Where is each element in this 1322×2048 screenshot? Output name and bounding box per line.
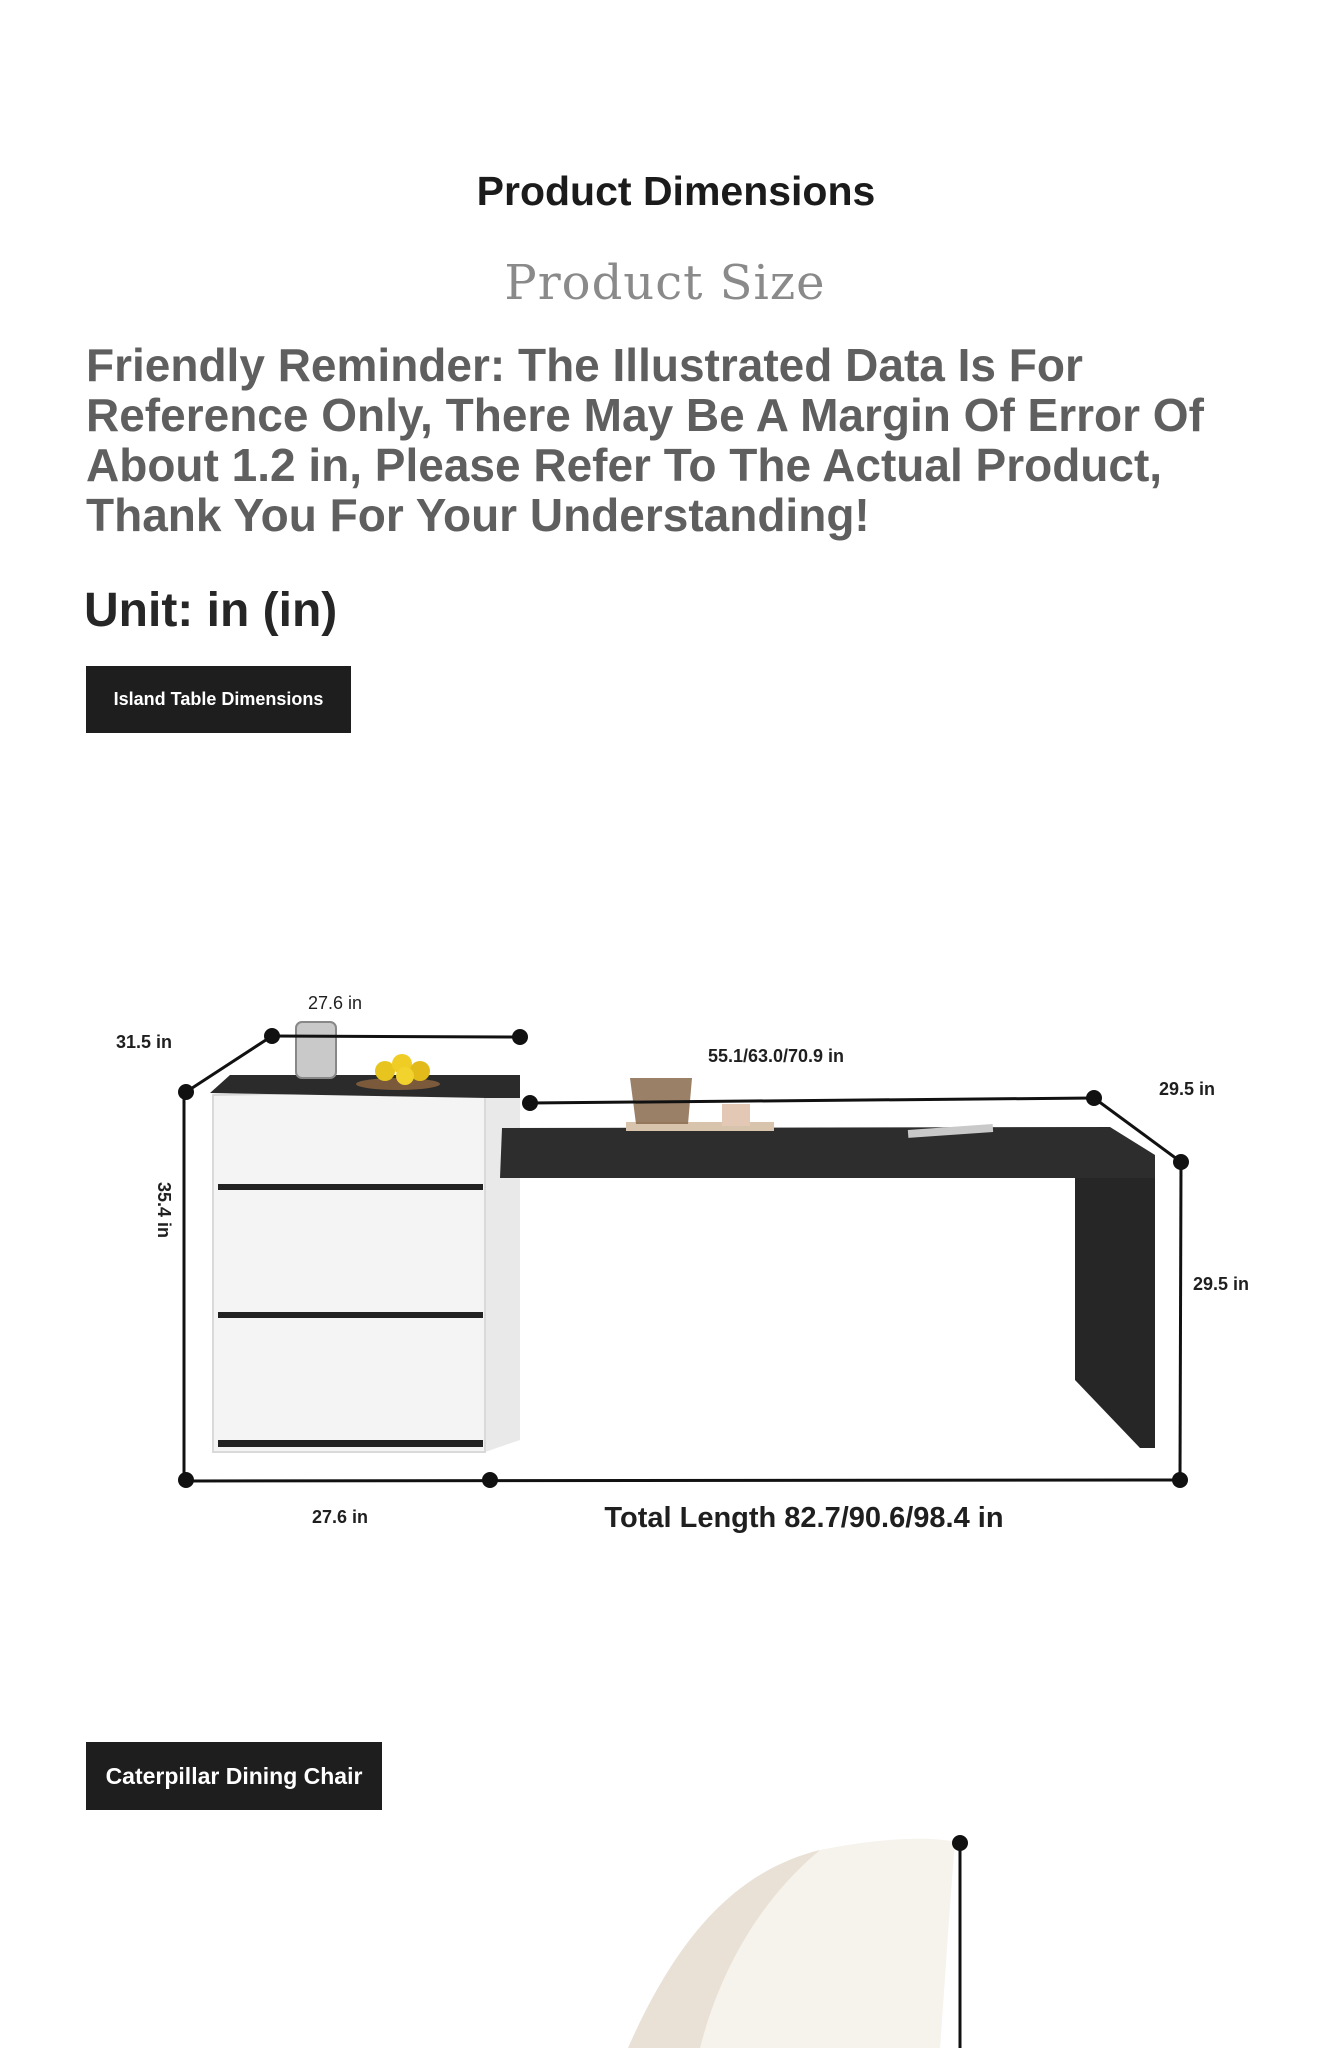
table-illustration bbox=[500, 1078, 1155, 1448]
chair-tag: Caterpillar Dining Chair bbox=[86, 1742, 382, 1810]
cabinet-bottom-width-label: 27.6 in bbox=[311, 1507, 369, 1527]
table-length-label: 55.1/63.0/70.9 in bbox=[707, 1046, 845, 1066]
page-subtitle: Product Size bbox=[504, 255, 826, 311]
table-height-label: 29.5 in bbox=[1192, 1274, 1250, 1294]
table-depth-label: 29.5 in bbox=[1158, 1079, 1216, 1099]
unit-label: Unit: in (in) bbox=[84, 584, 338, 637]
page-title: Product Dimensions bbox=[476, 168, 876, 214]
cabinet-top-width-label: 27.6 in bbox=[307, 993, 363, 1013]
total-length-label: Total Length 82.7/90.6/98.4 in bbox=[604, 1502, 1004, 1534]
chair-illustration bbox=[628, 1835, 968, 2048]
cabinet-depth-label: 31.5 in bbox=[115, 1032, 173, 1052]
reminder-text: Friendly Reminder: The Illustrated Data Is For Reference Only, There May Be A Margin Of Error Of About 1.2 in, Please Refer To The Actual Product, Thank You For Your Understanding! bbox=[86, 339, 1204, 541]
cabinet-height-label: 35.4 in bbox=[154, 1181, 174, 1239]
island-table-tag: Island Table Dimensions bbox=[86, 666, 351, 733]
cabinet-illustration bbox=[210, 1022, 520, 1452]
